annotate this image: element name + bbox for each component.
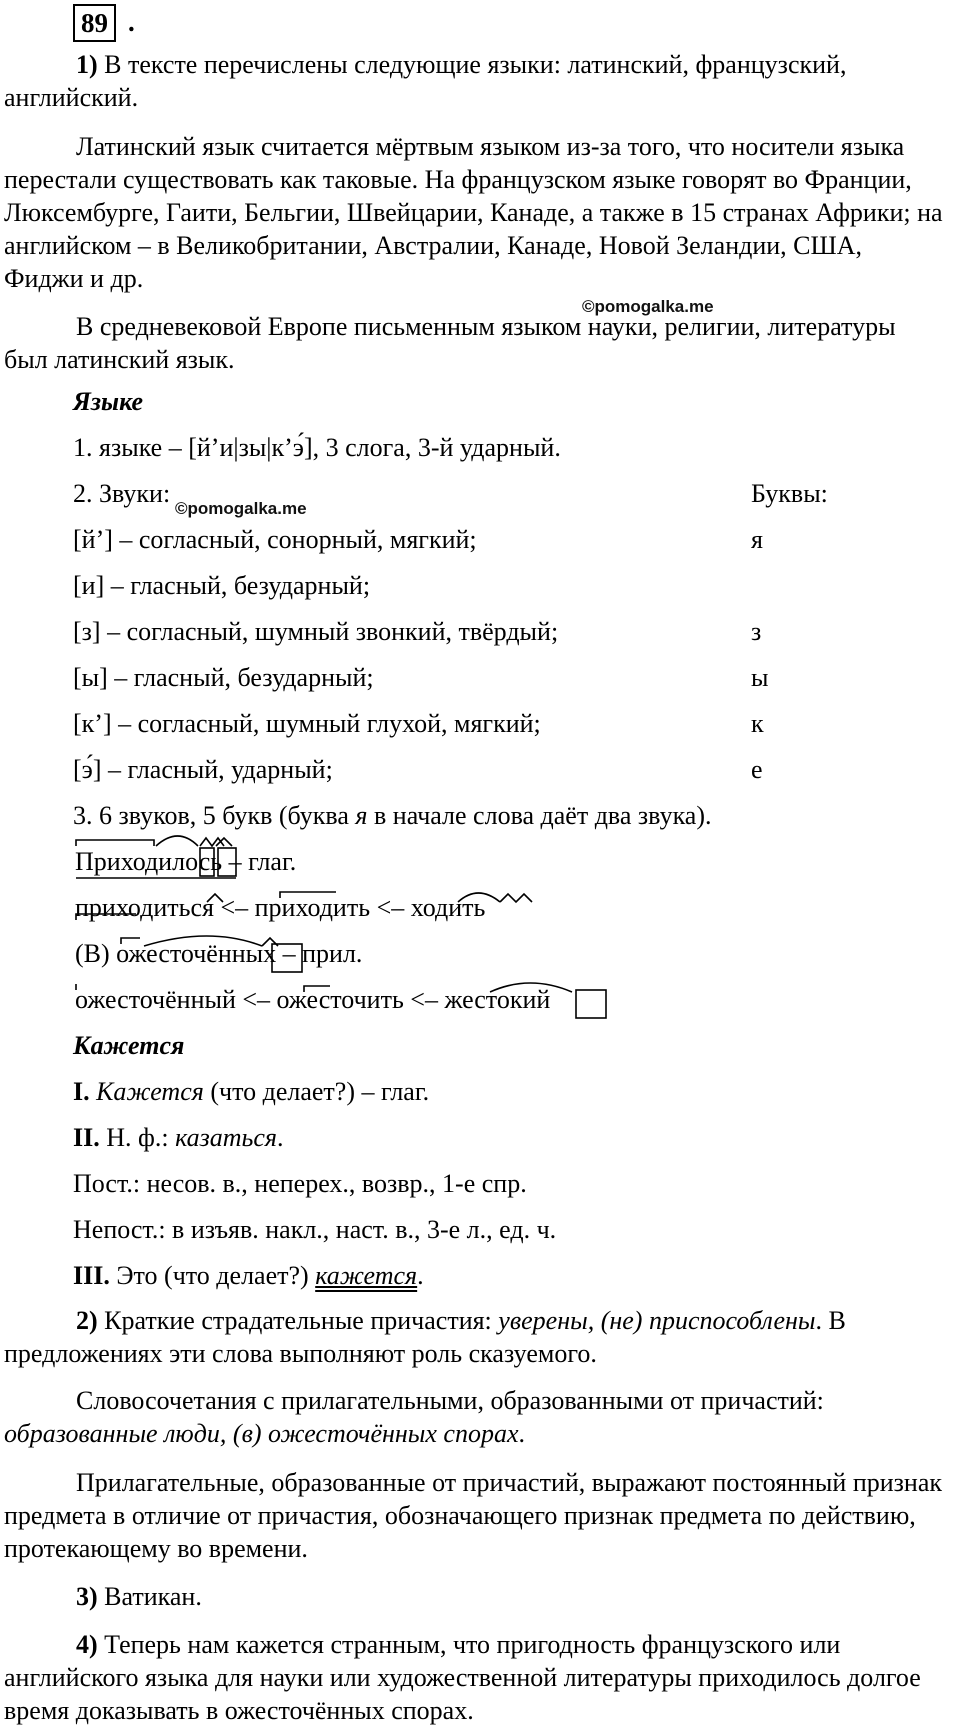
sound-desc: [и] – гласный, безударный; bbox=[73, 571, 371, 600]
paragraph-task-4 bbox=[4, 1628, 944, 1727]
marker-1: 1) bbox=[76, 50, 98, 79]
sound-letter: я bbox=[751, 525, 763, 554]
point-3-text: Это (что делает?) bbox=[109, 1261, 316, 1290]
suffix-mark bbox=[200, 838, 224, 846]
morph-post: Пост.: несов. в., неперех., возвр., 1-е спр. bbox=[73, 1169, 527, 1198]
exercise-number: 89 bbox=[81, 8, 108, 38]
task-4-text: Теперь нам кажется странным, что пригодность французского или английского языка для науки или художественной литературы приходилось долгое время доказывать в ожесточённых спорах. bbox=[4, 1630, 921, 1725]
task-2-italic: уверены, (не) приспособлены bbox=[498, 1306, 816, 1335]
sound-letter: к bbox=[751, 709, 764, 738]
phonetic-line-3-italic: я bbox=[355, 801, 368, 830]
morph-point-2 bbox=[73, 1122, 284, 1154]
morph-line-2: приходиться <– приходить <– ходить bbox=[75, 893, 486, 922]
point-2-word: казаться bbox=[175, 1123, 278, 1152]
sound-letter: е bbox=[751, 755, 763, 784]
phonetic-line-3-b: в начале слова даёт два звука). bbox=[367, 801, 712, 830]
phonetic-line-3-a: 3. 6 звуков, 5 букв (буква bbox=[73, 801, 356, 830]
exercise-number-box bbox=[73, 4, 116, 42]
task-2b-text: Словосочетания с прилагательными, образованными от причастий: bbox=[76, 1386, 824, 1415]
sound-letter: з bbox=[751, 617, 762, 646]
paragraph-3: В средневековой Европе письменным языком науки, религии, литературы был латинский язык. bbox=[4, 312, 896, 374]
suffix-mark-2 bbox=[216, 838, 232, 846]
marker-2: 2) bbox=[76, 1306, 98, 1335]
heading-kazhetsya: Кажется bbox=[73, 1031, 185, 1060]
paragraph-2: Латинский язык считается мёртвым языком из-за того, что носители языка перестали существовать как таковые. На французском языке говорят во Франции, Люксембурге, Гаити, Бельгии, Швейцарии, Канаде, а также в 15 странах Африки; на английском – в Великобритании, Австралии, Канаде, Новой Зеландии, США, Фиджи и др. bbox=[4, 132, 943, 293]
task-2-text: Краткие страдательные причастия: bbox=[97, 1306, 499, 1335]
point-1-rest: (что делает?) – глаг. bbox=[203, 1077, 430, 1106]
point-3-end: . bbox=[417, 1261, 424, 1290]
paragraph-task-3 bbox=[4, 1580, 944, 1613]
heading-yazyke: Языке bbox=[73, 387, 144, 416]
point-2-end: . bbox=[277, 1123, 284, 1152]
paragraph-1-text: В тексте перечислены следующие языки: латинский, французский, английский. bbox=[4, 50, 847, 112]
suffix-mark bbox=[500, 894, 532, 902]
exercise-number-dot: . bbox=[128, 7, 135, 37]
root-arc bbox=[156, 836, 198, 846]
paragraph-1 bbox=[4, 48, 944, 114]
morph-line-1: Приходилось – глаг. bbox=[75, 847, 297, 876]
task-2b-end: . bbox=[518, 1419, 526, 1448]
sound-desc: [ы] – гласный, безударный; bbox=[73, 663, 374, 692]
sound-desc: [к’] – согласный, шумный глухой, мягкий; bbox=[73, 709, 541, 738]
marker-4: 4) bbox=[76, 1630, 98, 1659]
paragraph-task-2 bbox=[4, 1304, 944, 1370]
point-3-word: кажется bbox=[315, 1261, 418, 1290]
watermark-2: ©pomogalka.me bbox=[175, 499, 307, 518]
sound-desc: [й’] – согласный, сонорный, мягкий; bbox=[73, 525, 477, 554]
ending-box bbox=[576, 990, 606, 1018]
phonetic-line-2: 2. Звуки: bbox=[73, 479, 171, 508]
letters-header: Буквы: bbox=[751, 479, 828, 508]
morph-line-3: (В) ожесточённых – прил. bbox=[75, 939, 363, 968]
phonetic-line-1: 1. языке – [й’и|зы|к’э́], 3 слога, 3-й ударный. bbox=[73, 433, 561, 462]
task-3-text: Ватикан. bbox=[97, 1582, 202, 1611]
sound-desc: [э́] – гласный, ударный; bbox=[73, 755, 333, 784]
task-2-end: . В предложениях эти слова выполняют роль сказуемого. bbox=[4, 1306, 846, 1368]
point-1-word: Кажется bbox=[89, 1077, 204, 1106]
phonetic-line-3 bbox=[73, 800, 712, 832]
point-number-1: I. bbox=[73, 1077, 90, 1106]
morph-point-1 bbox=[73, 1076, 429, 1108]
paragraph-task-2c: Прилагательные, образованные от причастий, выражают постоянный признак предмета в отличие от причастия, обозначающего признак предмета по действию, протекающему во времени. bbox=[4, 1468, 942, 1563]
morph-point-3 bbox=[73, 1260, 424, 1292]
morph-nepost: Непост.: в изъяв. накл., наст. в., 3-е л., ед. ч. bbox=[73, 1215, 557, 1244]
paragraph-task-2b bbox=[4, 1384, 944, 1450]
task-2b-italic: образованные люди, (в) ожесточённых спорах bbox=[4, 1419, 519, 1448]
point-number-3: III. bbox=[73, 1261, 110, 1290]
sound-desc: [з] – согласный, шумный звонкий, твёрдый; bbox=[73, 617, 559, 646]
morph-line-4: ожесточённый <– ожесточить <– жестокий bbox=[75, 985, 551, 1014]
sound-letter: ы bbox=[751, 663, 769, 692]
point-2-text: Н. ф.: bbox=[99, 1123, 176, 1152]
watermark: ©pomogalka.me bbox=[582, 297, 714, 316]
marker-3: 3) bbox=[76, 1582, 98, 1611]
point-number-2: II. bbox=[73, 1123, 100, 1152]
